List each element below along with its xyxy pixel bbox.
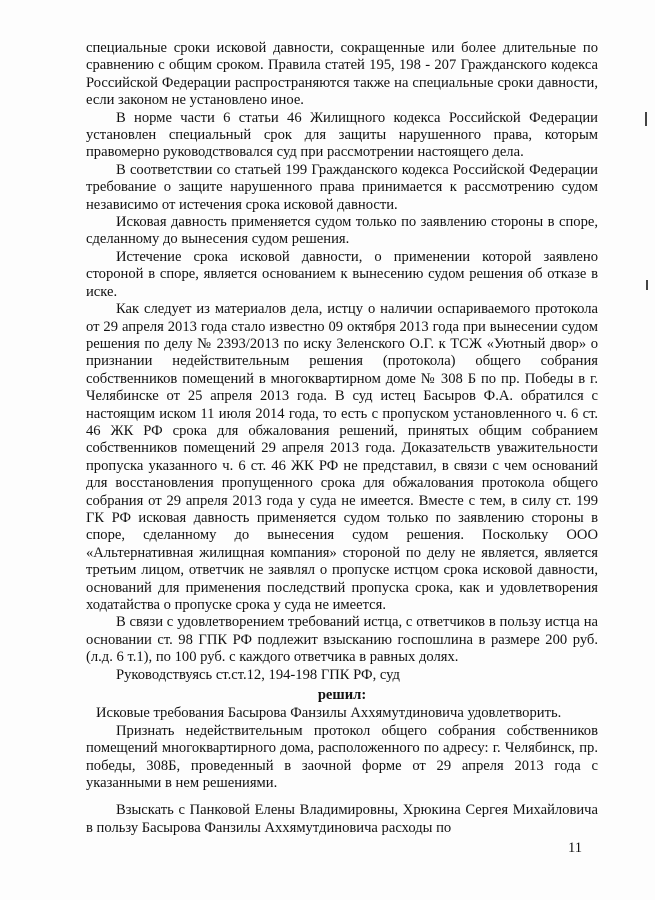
paragraph-article-199: В соответствии со статьей 199 Гражданского кодекса Российской Федерации требование о защите нарушенного права принимается к рассмотрению судом независимо от истечения срока исковой давности. [86, 161, 598, 213]
scan-edge-mark [645, 112, 647, 126]
scan-edge-mark [646, 280, 648, 290]
page-number: 11 [568, 840, 583, 856]
decision-recover-costs: Взыскать с Панковой Елены Владимировны, Хрюкина Сергея Михайловича в пользу Басырова Фанзилы Аххямутдиновича расходы по [86, 802, 598, 836]
decision-satisfy-claims: Исковые требования Басырова Фанзилы Аххямутдиновича удовлетворить. [96, 705, 562, 722]
decision-heading: решил: [317, 687, 367, 704]
paragraph-case-materials: Как следует из материалов дела, истцу о наличии оспариваемого протокола от 29 апреля 2013 года стало известно 09 октября 2013 года при вынесении судом решения по делу № 2393/2013 по иску Зеленского О.Г. к ТСЖ «Уютный двор» о признании недействительным решения (протокола) общего собрания собственников помещений в многоквартирном доме № 308 Б по пр. Победы в г. Челябинске от 25 апреля 2013 года. В суд истец Басыров Ф.А. обратился с настоящим иском 11 июля 2014 года, то есть с пропуском установленного ч. 6 ст. 46 ЖК РФ срока для обжалования решений, принятых общим собранием собственников помещений 29 апреля 2013 года. Доказательств уважительности пропуска указанного ч. 6 ст. 46 ЖК РФ не представил, в связи с чем оснований для восстановления пропущенного срока для обжалования протокола общего собрания от 29 апреля 2013 года у суда не имеется. Вместе с тем, в силу ст. 199 ГК РФ исковая давность применяется судом только по заявлению стороны в споре, сделанному до вынесения судом решения. Поскольку ООО «Альтернативная жилищная компания» стороной по делу не является, является третьим лицом, ответчик не заявлял о пропуске истцом срока исковой давности, оснований для применения последствий пропуска срока, как и удовлетворения ходатайства о пропуске срока у суда не имеется. [86, 301, 598, 613]
decision-invalidate-protocol: Признать недействительным протокол общего собрания собственников помещений многоквартирного дома, расположенного по адресу: г. Челябинск, пр. победы, 308Б, проведенный в заочной форме от 29 апреля 2013 года с указанными в нем решениями. [86, 722, 598, 792]
paragraph-expiry-grounds: Истечение срока исковой давности, о применении которой заявлено стороной в споре, является основанием к вынесению судом решения об отказе в иске. [86, 248, 598, 300]
paragraph-state-fee: В связи с удовлетворением требований истца, с ответчиков в пользу истца на основании ст. 98 ГПК РФ подлежит взысканию госпошлина в размере 200 руб. (л.д. 6 т.1), по 100 руб. с каждого ответчика в равных долях. [86, 614, 598, 666]
paragraph-guided-by: Руководствуясь ст.ст.12, 194-198 ГПК РФ, суд [116, 666, 400, 683]
paragraph-party-statement: Исковая давность применяется судом только по заявлению стороны в споре, сделанному до вынесения судом решения. [86, 214, 598, 248]
paragraph-housing-code: В норме части 6 статьи 46 Жилищного кодекса Российской Федерации установлен специальный срок для защиты нарушенного права, которым правомерно руководствовался суд при рассмотрении настоящего дела. [86, 109, 598, 161]
paragraph-limitation-periods: специальные сроки исковой давности, сокращенные или более длительные по сравнению с общим сроком. Правила статей 195, 198 - 207 Гражданского кодекса Российской Федерации распространяются также на специальные сроки давности, если законом не установлено иное. [86, 40, 598, 109]
document-body [86, 40, 598, 837]
